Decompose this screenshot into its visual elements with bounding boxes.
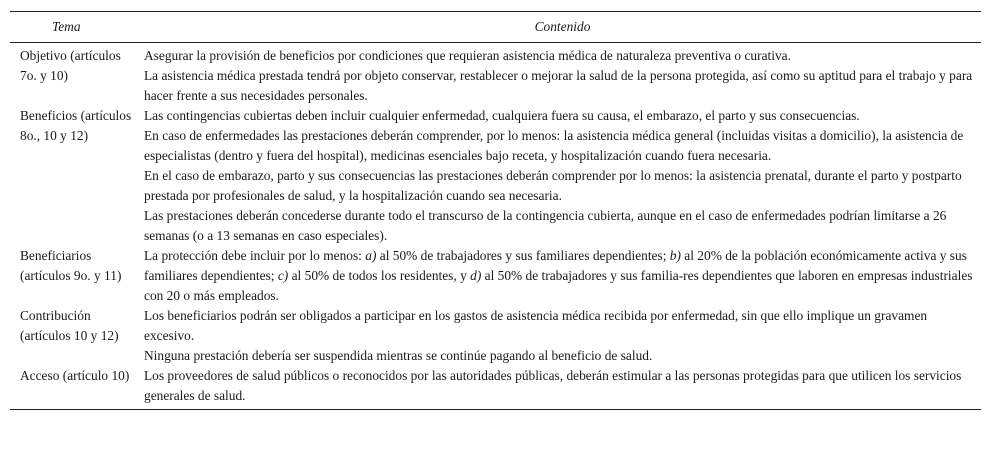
table-row <box>10 106 981 246</box>
text-run: al 50% de trabajadores y sus familia-res dependientes que laboren en empresas industriales con 20 o más empleados. <box>144 268 973 303</box>
row-tema: Objetivo (artículos 7o. y 10) <box>20 48 121 83</box>
enum-marker: a) <box>365 248 377 263</box>
row-contenido <box>132 246 981 306</box>
header-tema: Tema <box>52 19 81 34</box>
header-contenido: Contenido <box>534 19 591 34</box>
paragraph: Asegurar la provisión de beneficios por condiciones que requieran asistencia médica de naturaleza preventiva o curativa. <box>144 48 791 63</box>
paragraph: Las prestaciones deberán concederse durante todo el transcurso de la contingencia cubierta, aunque en el caso de enfermedades podrían limitarse a 26 semanas (o a 13 semanas en caso especiales). <box>144 208 947 243</box>
paragraph: Ninguna prestación debería ser suspendida mientras se continúe pagando al beneficio de salud. <box>144 348 653 363</box>
table-bottom-rule <box>10 409 981 410</box>
paragraph: Las contingencias cubiertas deben incluir cualquier enfermedad, cualquiera fuera su causa, el embarazo, el parto y sus consecuencias. <box>144 108 860 123</box>
text-run: al 20% de la población económicamente activa y sus familiares dependientes; <box>144 248 967 283</box>
enum-marker: b) <box>669 248 681 263</box>
text-run: La protección debe incluir por lo menos: <box>144 248 366 263</box>
table-row <box>10 366 981 406</box>
paragraph: Los proveedores de salud públicos o reconocidos por las autoridades públicas, deberán estimular a las personas protegidas para que utilicen los servicios generales de salud. <box>144 368 962 403</box>
row-tema: Beneficiarios (artículos 9o. y 11) <box>20 248 122 283</box>
paragraph: La asistencia médica prestada tendrá por objeto conservar, restablecer o mejorar la salud de la persona protegida, así como su aptitud para el trabajo y para hacer frente a sus necesidades personales. <box>144 68 973 103</box>
table-body <box>10 43 981 409</box>
paragraph <box>144 246 973 306</box>
paragraph: En caso de enfermedades las prestaciones deberán comprender, por lo menos: la asistencia médica general (incluidas visitas a domicilio), la asistencia de especialistas (dentro y fuera del hospital), medicinas esenciales bajo receta, y hospitalización cuando fuera necesaria. <box>144 128 964 163</box>
row-tema: Contribución (artículos 10 y 12) <box>20 308 119 343</box>
row-contenido <box>132 46 981 106</box>
paragraph: Los beneficiarios podrán ser obligados a participar en los gastos de asistencia médica recibida por enfermedad, sin que ello implique un gravamen excesivo. <box>144 308 928 343</box>
row-contenido <box>132 306 981 366</box>
row-tema: Acceso (artículo 10) <box>20 368 130 383</box>
table-row <box>10 246 981 306</box>
row-contenido <box>132 106 981 246</box>
enum-marker: d) <box>470 268 482 283</box>
row-contenido <box>132 366 981 406</box>
table-row <box>10 306 981 366</box>
enum-marker: c) <box>277 268 289 283</box>
content-table <box>10 11 981 410</box>
text-run: al 50% de todos los residentes, y <box>288 268 471 283</box>
text-run: al 50% de trabajadores y sus familiares dependientes; <box>376 248 670 263</box>
table-row <box>10 46 981 106</box>
row-tema: Beneficios (artículos 8o., 10 y 12) <box>20 108 132 143</box>
table-header <box>10 12 981 42</box>
paragraph: En el caso de embarazo, parto y sus consecuencias las prestaciones deberán comprender por lo menos: la asistencia prenatal, durante el parto y postparto prestada por profesionales de salud, y la hospitalización cuando sea necesaria. <box>144 168 962 203</box>
